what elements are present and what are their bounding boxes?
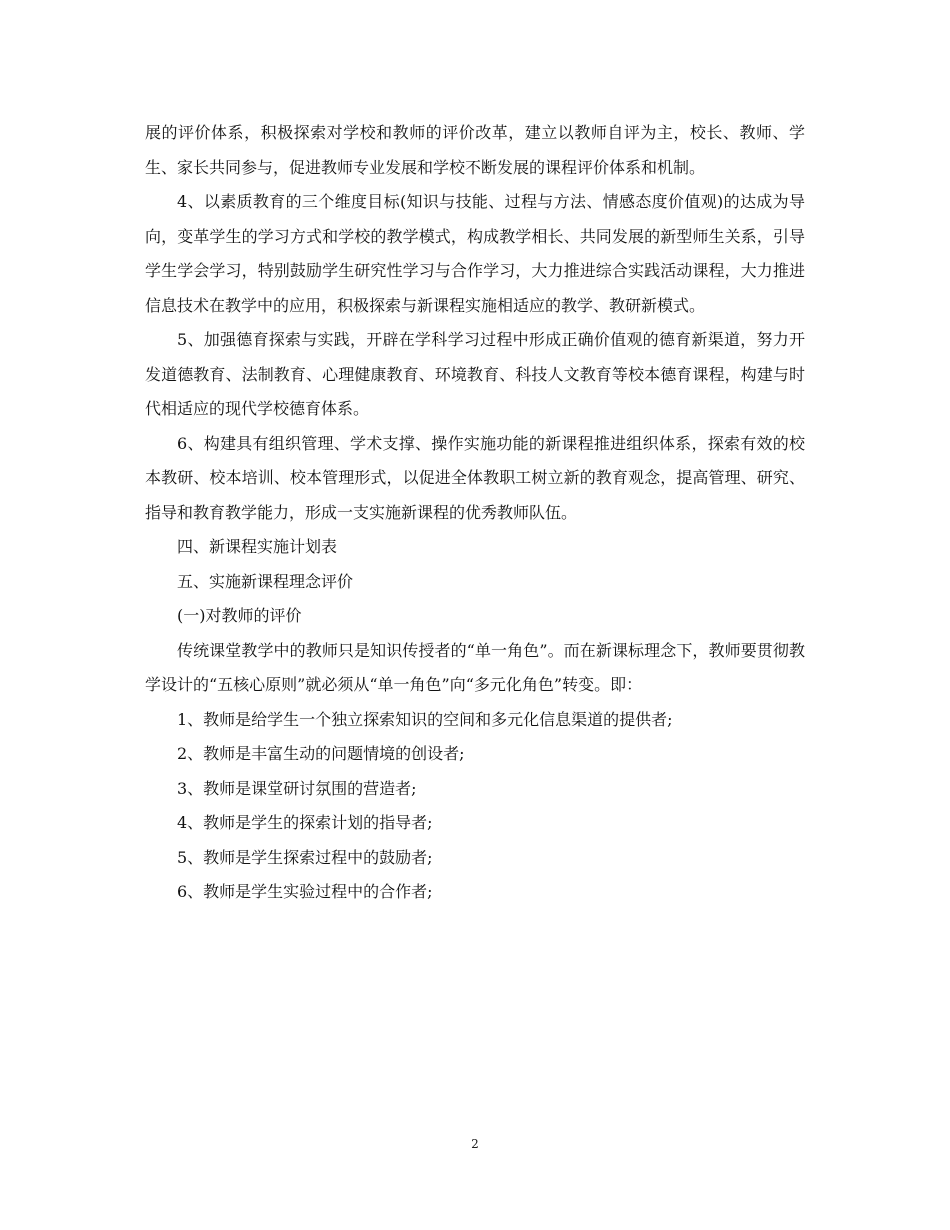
list-item-role-5: 5、教师是学生探索过程中的鼓励者;: [177, 847, 433, 867]
document-body: [145, 116, 805, 910]
list-item-role-6: 6、教师是学生实验过程中的合作者;: [177, 882, 433, 901]
page-number: 2: [471, 1137, 479, 1151]
list-item-role-1: 1、教师是给学生一个独立探索知识的空间和多元化信息渠道的提供者;: [177, 709, 673, 729]
section-heading-4: 四、新课程实施计划表: [177, 537, 338, 556]
list-item-role-2: 2、教师是丰富生动的问题情境的创设者;: [177, 744, 465, 763]
paragraph-item-6: 6、构建具有组织管理、学术支撑、操作实施功能的新课程推进组织体系，探索有效的校本教研、校本培训、校本管理形式，以促进全体教职工树立新的教育观念，提高管理、研究、指导和教育教学能力，形成一支实施新课程的优秀教师队伍。: [145, 433, 805, 522]
list-item-role-4: 4、教师是学生的探索计划的指导者;: [177, 813, 433, 832]
paragraph-evaluation-system: 展的评价体系，积极探索对学校和教师的评价改革，建立以教师自评为主，校长、教师、学生、家长共同参与，促进教师专业发展和学校不断发展的课程评价体系和机制。: [145, 123, 805, 177]
paragraph-item-4: 4、以素质教育的三个维度目标(知识与技能、过程与方法、情感态度价值观)的达成为导向，变革学生的学习方式和学校的教学模式，构成教学相长、共同发展的新型师生关系，引导学生学会学习，特别鼓励学生研究性学习与合作学习，大力推进综合实践活动课程，大力推进信息技术在教学中的应用，积极探索与新课程实施相适应的教学、教研新模式。: [145, 192, 805, 315]
list-item-role-3: 3、教师是课堂研讨氛围的营造者;: [177, 778, 417, 798]
paragraph-teacher-role: 传统课堂教学中的教师只是知识传授者的“单一角色”。而在新课标理念下，教师要贯彻教学设计的“五核心原则”就必须从“单一角色”向“多元化角色”转变。即：: [145, 640, 805, 694]
paragraph-item-5: 5、加强德育探索与实践，开辟在学科学习过程中形成正确价值观的德育新渠道，努力开发道德教育、法制教育、心理健康教育、环境教育、科技人文教育等校本德育课程，构建与时代相适应的现代学校德育体系。: [145, 330, 805, 418]
subsection-heading-1: (一)对教师的评价: [177, 606, 302, 625]
section-heading-5: 五、实施新课程理念评价: [177, 571, 354, 591]
